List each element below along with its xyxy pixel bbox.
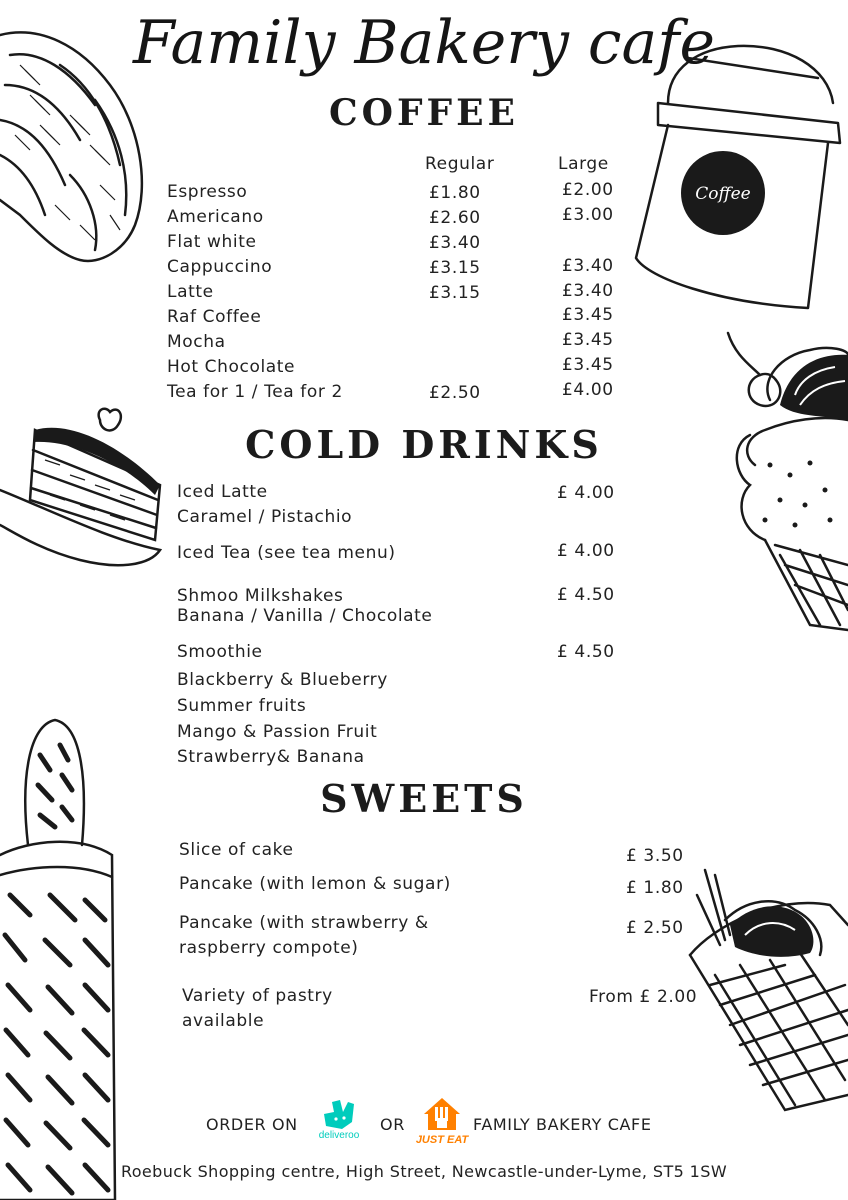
sweets-heading: SWEETS [320, 776, 528, 821]
just-eat-logo[interactable] [414, 1094, 470, 1152]
deliveroo-icon [312, 1100, 366, 1130]
coffee-item-name: Raf Coffee [167, 307, 262, 327]
page-title: Family Bakery cafe [132, 8, 716, 78]
coffee-item-name: Espresso [167, 182, 248, 202]
coffee-item-large: £3.00 [562, 205, 614, 225]
just-eat-icon [414, 1094, 470, 1132]
cold-item-sub: Caramel / Pistachio [177, 507, 353, 527]
sweets-item-name-cont: available [182, 1011, 265, 1031]
smoothie-option: Strawberry& Banana [177, 747, 365, 767]
sweets-item-name: Variety of pastry [182, 986, 333, 1006]
coffee-item-name: Tea for 1 / Tea for 2 [167, 382, 343, 402]
coffee-item-regular: £3.15 [429, 258, 481, 278]
coffee-item-large: £3.45 [562, 330, 614, 350]
cold-item-name: Iced Tea (see tea menu) [177, 543, 396, 563]
cold-item-price: £ 4.00 [557, 483, 615, 503]
coffee-item-name: Americano [167, 207, 264, 227]
smoothie-option: Mango & Passion Fruit [177, 722, 378, 742]
coffee-item-large: £3.40 [562, 281, 614, 301]
crepe-illustration [685, 865, 848, 1110]
coffee-item-large: £4.00 [562, 380, 614, 400]
sweets-item-price: £ 3.50 [626, 846, 684, 866]
coffee-item-name: Latte [167, 282, 214, 302]
coffee-item-regular: £3.15 [429, 283, 481, 303]
cold-item-sub: Banana / Vanilla / Chocolate [177, 606, 433, 626]
sweets-item-price: From £ 2.00 [589, 987, 698, 1007]
coffee-item-large: £3.40 [562, 256, 614, 276]
cold-drinks-heading: COLD DRINKS [245, 422, 603, 467]
sweets-item-name-cont: raspberry compote) [179, 938, 359, 958]
coffee-item-regular: £1.80 [429, 183, 481, 203]
coffee-item-regular: £2.60 [429, 208, 481, 228]
cold-item-name: Iced Latte [177, 482, 268, 502]
sweets-item-name: Pancake (with lemon & sugar) [179, 874, 451, 894]
coffee-item-name: Flat white [167, 232, 257, 252]
sweets-item-price: £ 1.80 [626, 878, 684, 898]
cold-item-name: Smoothie [177, 642, 263, 662]
coffee-item-large: £3.45 [562, 305, 614, 325]
coffee-item-name: Mocha [167, 332, 226, 352]
coffee-item-name: Cappuccino [167, 257, 273, 277]
order-on-label: ORDER ON [206, 1115, 298, 1134]
sweets-item-price: £ 2.50 [626, 918, 684, 938]
coffee-item-name: Hot Chocolate [167, 357, 296, 377]
smoothie-option: Blackberry & Blueberry [177, 670, 388, 690]
sweets-item-name: Slice of cake [179, 840, 294, 860]
cafe-name-label: FAMILY BAKERY CAFE [473, 1115, 652, 1134]
coffee-item-large: £2.00 [562, 180, 614, 200]
coffee-item-large: £3.45 [562, 355, 614, 375]
coffee-heading: COFFEE [328, 92, 519, 134]
smoothie-option: Summer fruits [177, 696, 307, 716]
just-eat-label: JUST EAT [415, 1134, 469, 1146]
or-label: OR [380, 1115, 405, 1134]
cold-item-price: £ 4.50 [557, 642, 615, 662]
coffee-item-regular: £2.50 [429, 383, 481, 403]
col-large-header: Large [558, 154, 609, 174]
col-regular-header: Regular [425, 154, 495, 174]
cold-item-name: Shmoo Milkshakes [177, 586, 344, 606]
cup-label: Coffee [695, 184, 751, 204]
deliveroo-logo[interactable] [312, 1100, 366, 1144]
cold-item-price: £ 4.50 [557, 585, 615, 605]
cold-item-price: £ 4.00 [557, 541, 615, 561]
ice-cream-illustration [720, 325, 848, 630]
address: Roebuck Shopping centre, High Street, Newcastle-under-Lyme, ST5 1SW [120, 1162, 728, 1181]
sweets-item-name: Pancake (with strawberry & [179, 913, 429, 933]
coffee-item-regular: £3.40 [429, 233, 481, 253]
deliveroo-label: deliveroo [318, 1130, 360, 1141]
